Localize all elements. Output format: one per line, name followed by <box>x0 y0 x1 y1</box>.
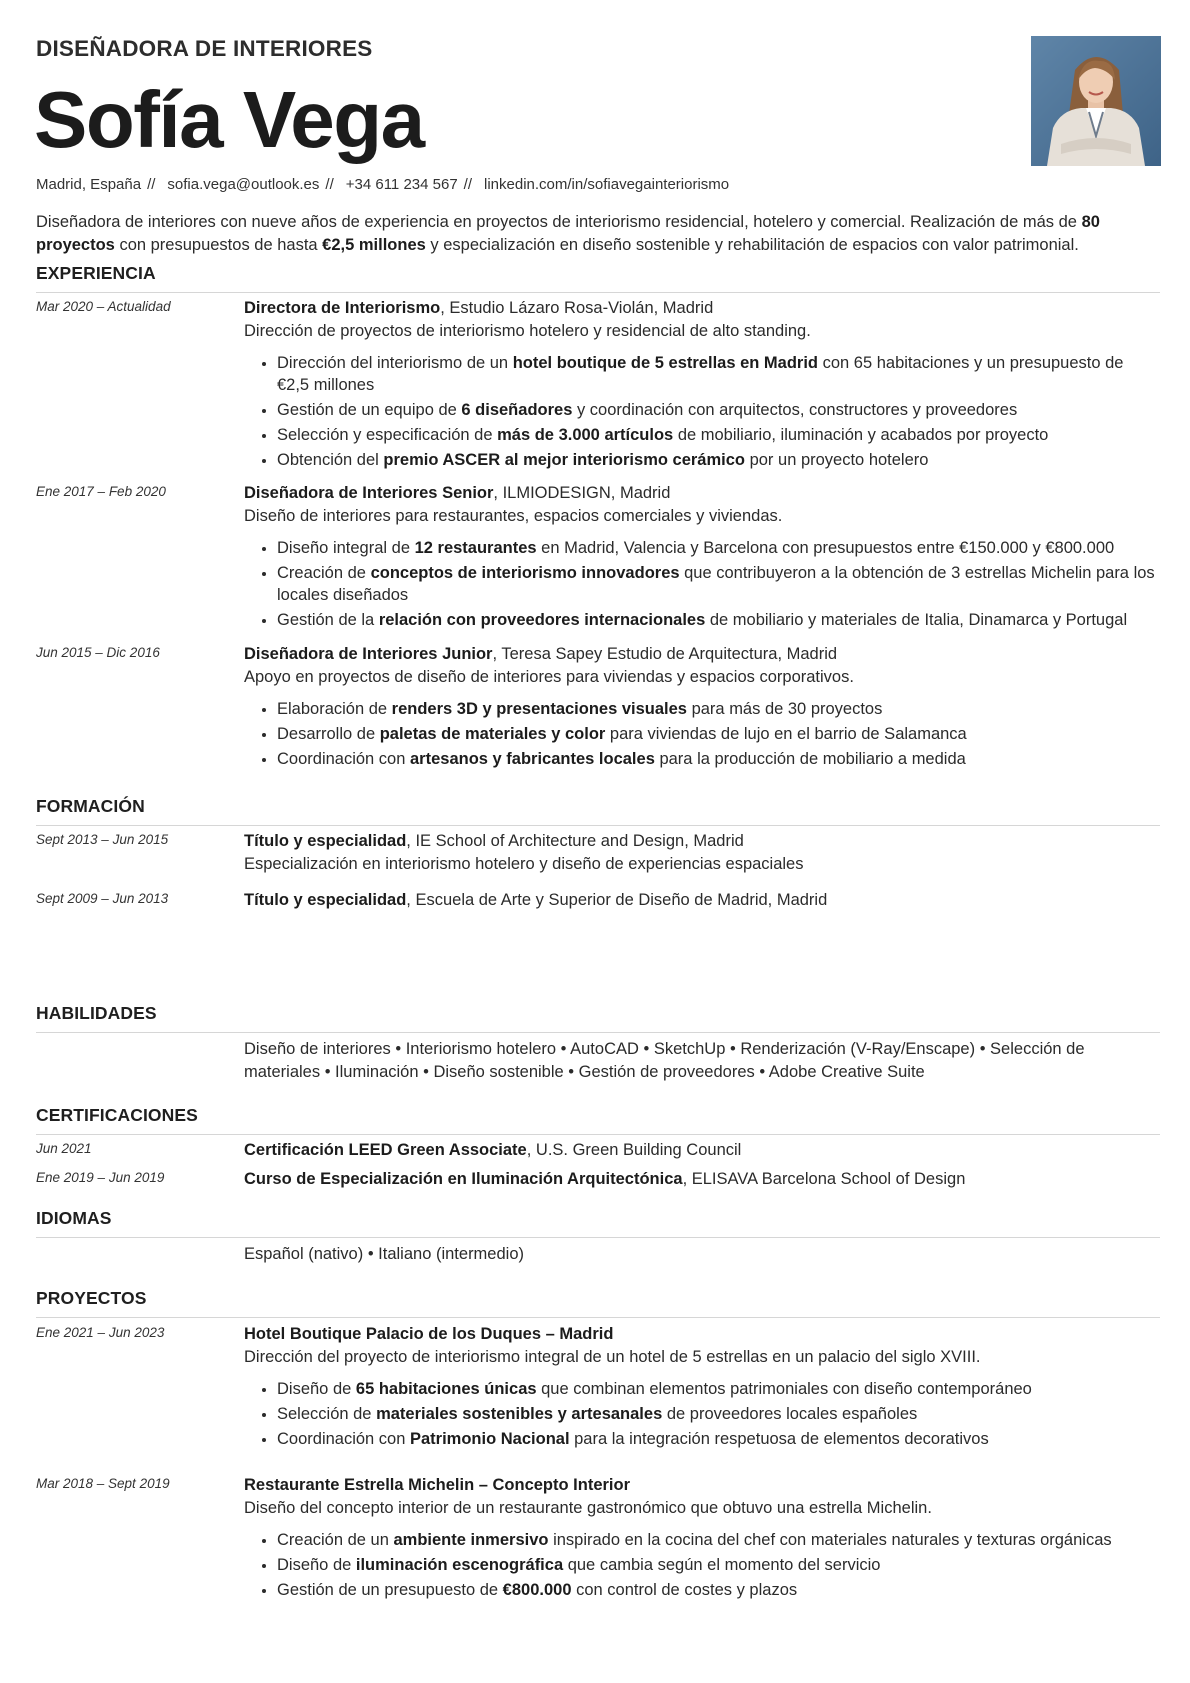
entry-description: Especialización en interiorismo hotelero y diseño de experiencias espaciales <box>244 855 804 873</box>
entry-heading <box>244 889 1160 912</box>
bullet-item: • Creación de un ambiente inmersivo inspirado en la cocina del chef con materiales naturales y texturas orgánicas <box>277 1529 1160 1551</box>
section-title-experience: EXPERIENCIA <box>36 263 1160 293</box>
entry-org: , Teresa Sapey Estudio de Arquitectura, Madrid <box>492 645 838 663</box>
entry-bullets <box>244 537 1160 631</box>
entry-role: Diseñadora de Interiores Junior <box>244 645 493 663</box>
summary-text: Diseñadora de interiores con nueve años de experiencia en proyectos de interiorismo residencial, hotelero y comercial. Realización de más de <box>36 213 1082 231</box>
section-title-projects: PROYECTOS <box>36 1288 1160 1318</box>
bullet-item: • Gestión de un presupuesto de €800.000 con control de costes y plazos <box>277 1579 1160 1601</box>
entry-org: , U.S. Green Building Council <box>526 1141 742 1159</box>
entry-date: Ene 2021 – Jun 2023 <box>36 1325 165 1340</box>
entry-role: Restaurante Estrella Michelin – Concepto Interior <box>244 1476 631 1494</box>
section-title-education: FORMACIÓN <box>36 796 1160 826</box>
section-title-skills: HABILIDADES <box>36 1003 1160 1033</box>
entry-date: Ene 2017 – Feb 2020 <box>36 484 166 499</box>
summary-text: y especialización en diseño sostenible y rehabilitación de espacios con valor patrimonial. <box>425 236 1079 254</box>
entry-body <box>244 297 1160 474</box>
bullet-item: • Elaboración de renders 3D y presentaciones visuales para más de 30 proyectos <box>277 698 1160 720</box>
entry-role: Título y especialidad <box>244 891 407 909</box>
entry-body <box>244 643 1160 773</box>
bullet-item: • Selección de materiales sostenibles y artesanales de proveedores locales españoles <box>277 1403 1160 1425</box>
entry-date: Sept 2013 – Jun 2015 <box>36 832 169 847</box>
entry-date: Sept 2009 – Jun 2013 <box>36 891 169 906</box>
entry-date: Mar 2020 – Actualidad <box>36 299 171 314</box>
bullet-item: • Creación de conceptos de interiorismo innovadores que contribuyeron a la obtención de 3 estrellas Michelin para los locales diseñados <box>277 562 1160 606</box>
certifications-section <box>36 1105 1160 1205</box>
entry-body <box>244 1168 1160 1191</box>
entry-date: Ene 2019 – Jun 2019 <box>36 1170 165 1185</box>
entry-description: Diseño de interiores para restaurantes, espacios comerciales y viviendas. <box>244 507 783 525</box>
entry-role: Título y especialidad <box>244 832 407 850</box>
bullet-item: • Desarrollo de paletas de materiales y color para viviendas de lujo en el barrio de Salamanca <box>277 723 1160 745</box>
profile-photo-illustration <box>1031 36 1161 166</box>
entry-bullets <box>244 1378 1160 1450</box>
entry-description: Diseño del concepto interior de un restaurante gastronómico que obtuvo una estrella Michelin. <box>244 1499 932 1517</box>
entry-heading <box>244 643 1160 666</box>
contact-separator: // <box>147 176 156 193</box>
entry-body <box>244 1139 1160 1162</box>
entry-org: , ILMIODESIGN, Madrid <box>493 484 671 502</box>
bullet-item: • Dirección del interiorismo de un hotel boutique de 5 estrellas en Madrid con 65 habitaciones y un presupuesto de €2,5 millones <box>277 352 1160 396</box>
languages-list: Español (nativo) • Italiano (intermedio) <box>244 1245 524 1263</box>
profile-photo <box>1031 36 1161 166</box>
bullet-item: • Coordinación con Patrimonio Nacional para la integración respetuosa de elementos decorativos <box>277 1428 1160 1450</box>
section-title-languages: IDIOMAS <box>36 1208 1160 1238</box>
contact-separator: // <box>325 176 334 193</box>
entry-heading <box>244 297 1160 320</box>
entry-heading <box>244 482 1160 505</box>
entry-description: Dirección del proyecto de interiorismo integral de un hotel de 5 estrellas en un palacio del siglo XVIII. <box>244 1348 981 1366</box>
education-section <box>36 796 1160 996</box>
contact-separator: // <box>463 176 473 193</box>
skills-list: Diseño de interiores • Interiorismo hotelero • AutoCAD • SketchUp • Renderización (V-Ray/Enscape) • Selección de materiales • Iluminación • Diseño sostenible • Gestión de proveedores • Adobe Creative Suite <box>244 1040 1085 1081</box>
contact-location: Madrid, España <box>36 176 142 193</box>
skills-section <box>36 1003 1160 1093</box>
entry-heading <box>244 830 1160 853</box>
bullet-item: • Obtención del premio ASCER al mejor interiorismo cerámico por un proyecto hotelero <box>277 449 1160 471</box>
entry-org: , IE School of Architecture and Design, Madrid <box>406 832 744 850</box>
entry-body <box>244 1474 1160 1604</box>
contact-line <box>36 176 729 193</box>
entry-description: Apoyo en proyectos de diseño de interiores para viviendas y espacios corporativos. <box>244 668 854 686</box>
candidate-name: Sofía Vega <box>34 75 424 164</box>
bullet-item: • Gestión de la relación con proveedores internacionales de mobiliario y materiales de Italia, Dinamarca y Portugal <box>277 609 1160 631</box>
entry-date: Mar 2018 – Sept 2019 <box>36 1476 170 1491</box>
entry-description: Dirección de proyectos de interiorismo hotelero y residencial de alto standing. <box>244 322 811 340</box>
summary-highlight: €2,5 millones <box>322 236 426 254</box>
entry-heading <box>244 1474 1160 1497</box>
languages-section <box>36 1208 1160 1278</box>
contact-linkedin[interactable]: linkedin.com/in/sofiavegainteriorismo <box>484 176 730 193</box>
contact-email[interactable]: sofia.vega@outlook.es <box>167 176 320 193</box>
entry-body <box>244 889 1160 912</box>
projects-section <box>36 1288 1160 1628</box>
bullet-item: • Coordinación con artesanos y fabricantes locales para la producción de mobiliario a medida <box>277 748 1160 770</box>
experience-section <box>36 263 1160 773</box>
entry-body <box>244 482 1160 634</box>
bullet-item: • Selección y especificación de más de 3.000 artículos de mobiliario, iluminación y acabados por proyecto <box>277 424 1160 446</box>
job-title: DISEÑADORA DE INTERIORES <box>36 36 373 61</box>
summary-text: con presupuestos de hasta <box>114 236 323 254</box>
entry-role: Certificación LEED Green Associate <box>244 1141 527 1159</box>
entry-bullets <box>244 352 1160 471</box>
bullet-item: • Diseño de iluminación escenográfica que cambia según el momento del servicio <box>277 1554 1160 1576</box>
bullet-item: • Diseño de 65 habitaciones únicas que combinan elementos patrimoniales con diseño contemporáneo <box>277 1378 1160 1400</box>
entry-role: Curso de Especialización en Iluminación Arquitectónica <box>244 1170 683 1188</box>
profile-summary <box>36 211 1156 257</box>
entry-org: , Estudio Lázaro Rosa-Violán, Madrid <box>440 299 714 317</box>
entry-role: Diseñadora de Interiores Senior <box>244 484 494 502</box>
entry-org: , Escuela de Arte y Superior de Diseño de Madrid, Madrid <box>406 891 828 909</box>
entry-body <box>244 1323 1160 1453</box>
entry-bullets <box>244 1529 1160 1601</box>
summary-highlight: 80 proyectos <box>36 213 1100 254</box>
entry-org: , ELISAVA Barcelona School of Design <box>682 1170 966 1188</box>
contact-phone: +34 611 234 567 <box>345 176 458 193</box>
entry-role: Hotel Boutique Palacio de los Duques – Madrid <box>244 1325 614 1343</box>
entry-role: Directora de Interiorismo <box>244 299 441 317</box>
bullet-item: • Gestión de un equipo de 6 diseñadores y coordinación con arquitectos, constructores y proveedores <box>277 399 1160 421</box>
entry-bullets <box>244 698 1160 770</box>
entry-date: Jun 2015 – Dic 2016 <box>36 645 160 660</box>
bullet-item: • Diseño integral de 12 restaurantes en Madrid, Valencia y Barcelona con presupuestos entre €150.000 y €800.000 <box>277 537 1160 559</box>
entry-heading <box>244 1323 1160 1346</box>
entry-date: Jun 2021 <box>36 1141 92 1156</box>
entry-body <box>244 830 1160 876</box>
section-title-certifications: CERTIFICACIONES <box>36 1105 1160 1135</box>
